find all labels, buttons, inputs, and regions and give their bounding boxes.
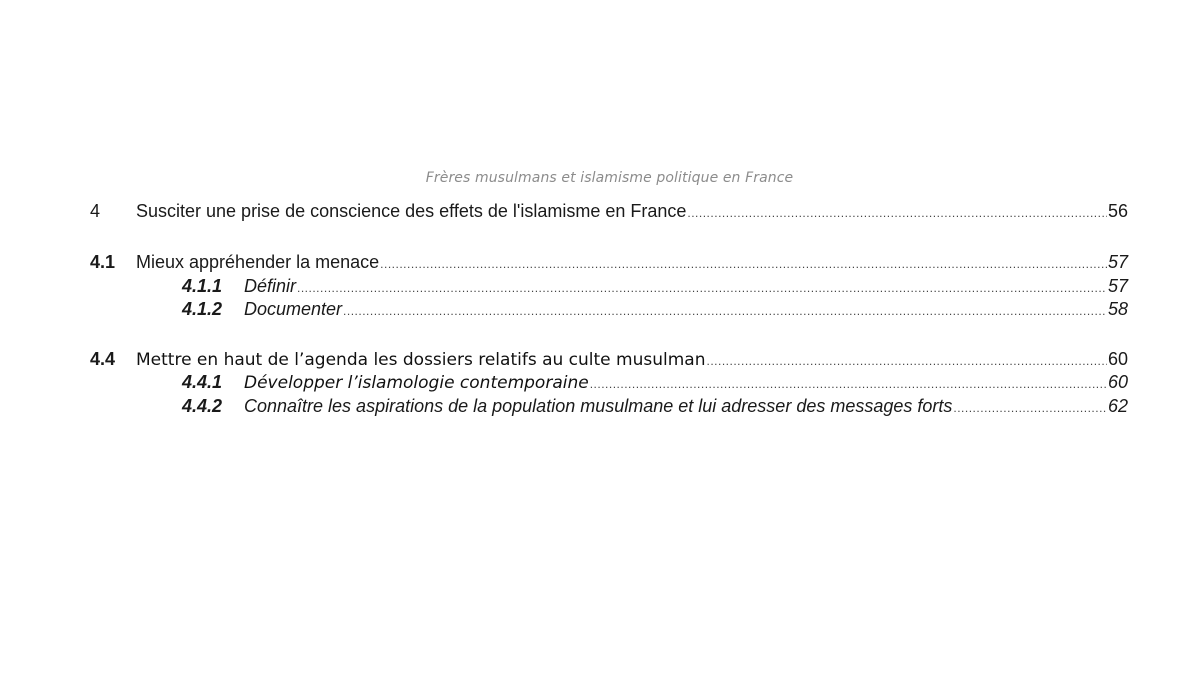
toc-number: 4.1.2 <box>182 299 223 319</box>
toc-title: Définir <box>244 276 297 296</box>
toc-page-number: 60 <box>1107 372 1128 392</box>
toc-number: 4.4.2 <box>182 396 223 416</box>
toc-number: 4.1 <box>90 252 116 272</box>
dot-leader <box>380 257 1107 271</box>
dot-leader <box>953 401 1107 415</box>
toc-title: Développer l’islamologie contemporaine <box>244 373 589 393</box>
toc-title: Susciter une prise de conscience des effets de l'islamisme en France <box>136 201 687 221</box>
dot-leader <box>343 304 1107 318</box>
toc-page-number: 58 <box>1107 299 1128 319</box>
dot-leader <box>590 377 1107 391</box>
dot-leader <box>706 354 1106 368</box>
toc-page-number: 56 <box>1107 201 1128 221</box>
toc-number: 4.1.1 <box>182 276 223 296</box>
toc-title: Documenter <box>244 299 343 319</box>
dot-leader <box>297 281 1107 295</box>
toc-page-number: 62 <box>1107 396 1128 416</box>
toc-number: 4.4 <box>90 349 116 369</box>
toc-entry-4-1-1[interactable] <box>182 276 1128 297</box>
toc-entry-4-1-2[interactable] <box>182 299 1128 320</box>
toc-page-number: 57 <box>1107 276 1128 296</box>
toc-entry-4-1[interactable] <box>90 252 1128 273</box>
toc-title: Mettre en haut de l’agenda les dossiers relatifs au culte musulman <box>136 350 706 370</box>
toc-title: Mieux appréhender la menace <box>136 252 380 272</box>
running-header: Frères musulmans et islamisme politique en France <box>425 170 794 186</box>
toc-entry-4-4-2[interactable] <box>182 396 1128 417</box>
toc-entry-4-4-1[interactable] <box>182 372 1128 393</box>
toc-number: 4 <box>90 201 101 221</box>
toc-entry-4[interactable] <box>90 201 1128 222</box>
toc-title: Connaître les aspirations de la population musulmane et lui adresser des messages forts <box>244 396 953 416</box>
toc-entry-4-4[interactable] <box>90 349 1128 370</box>
toc-number: 4.4.1 <box>182 372 223 392</box>
toc-page-number: 60 <box>1107 349 1128 369</box>
toc-page-number: 57 <box>1107 252 1128 272</box>
dot-leader <box>687 206 1107 220</box>
